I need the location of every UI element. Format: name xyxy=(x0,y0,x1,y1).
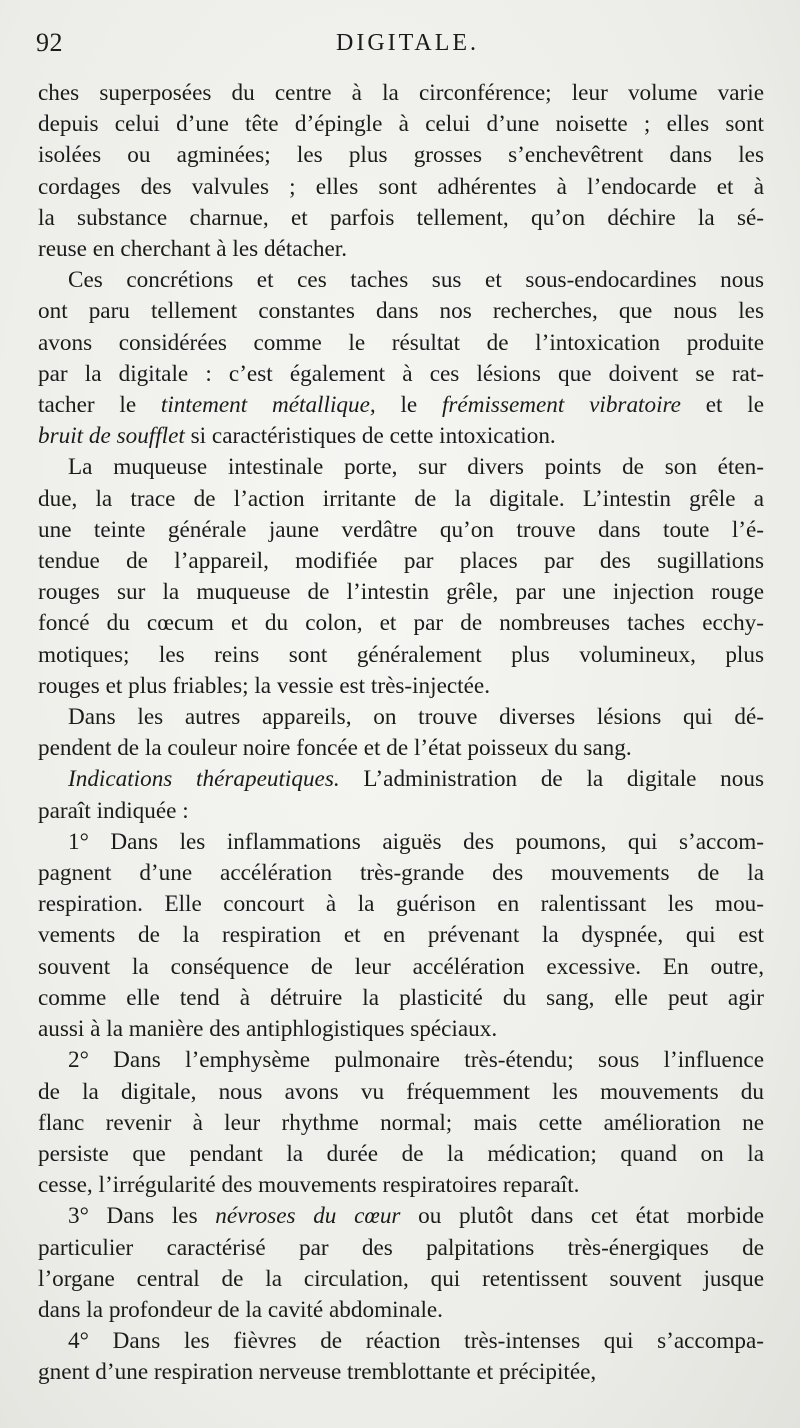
italic-text: frémissement vibratoire xyxy=(441,392,681,419)
text-run: flanc revenir à leur rhythme normal; mais cette amélioration ne xyxy=(38,1109,764,1136)
text-run: le xyxy=(375,392,442,419)
text-run: la substance charnue, et parfois tellement, qu’on déchire la sé- xyxy=(38,204,764,231)
text-line xyxy=(38,546,764,577)
paragraph xyxy=(38,1326,764,1388)
text-run: paraît indiquée : xyxy=(38,797,189,824)
paragraph xyxy=(38,764,764,826)
text-line xyxy=(38,1357,764,1388)
text-line xyxy=(38,796,764,827)
text-run: due, la trace de l’action irritante de la digitale. L’intestin grêle a xyxy=(38,485,764,512)
text-run: gnent d’une respiration nerveuse tremblottante et précipitée, xyxy=(38,1359,597,1386)
paragraph xyxy=(38,1201,764,1326)
text-line xyxy=(38,1264,764,1295)
italic-text: Indications thérapeutiques. xyxy=(68,766,340,793)
text-run: 1° Dans les inflammations aiguës des poumons, qui s’accom- xyxy=(68,828,764,855)
running-head: DIGITALE. xyxy=(336,30,480,56)
text-line xyxy=(38,265,764,296)
text-line xyxy=(38,1170,764,1201)
text-run: isolées ou agminées; les plus grosses s’enchevêtrent dans les xyxy=(38,142,764,169)
text-run: particulier caractérisé par des palpitations très-énergiques de xyxy=(38,1234,764,1261)
paragraph xyxy=(38,1045,764,1201)
text-run: foncé du cœcum et du colon, et par de nombreuses taches ecchy- xyxy=(38,610,764,637)
italic-text: tintement métallique, xyxy=(160,392,376,419)
page-header xyxy=(36,28,766,64)
text-run: avons considérées comme le résultat de l’intoxication produite xyxy=(38,329,764,356)
text-line xyxy=(38,577,764,608)
text-run: ou plutôt dans cet état morbide xyxy=(400,1203,764,1230)
text-line xyxy=(38,515,764,546)
paragraph xyxy=(38,265,764,452)
text-line xyxy=(38,390,764,421)
text-line xyxy=(38,1014,764,1045)
text-line xyxy=(38,764,764,795)
text-line xyxy=(38,702,764,733)
text-line xyxy=(38,1326,764,1357)
text-line xyxy=(38,328,764,359)
text-line xyxy=(38,109,764,140)
text-run: reuse en cherchant à les détacher. xyxy=(38,236,347,263)
text-line xyxy=(38,1108,764,1139)
text-run: Dans les autres appareils, on trouve diverses lésions qui dé- xyxy=(68,704,764,731)
text-run: ches superposées du centre à la circonférence; leur volume varie xyxy=(38,80,764,106)
text-line xyxy=(38,827,764,858)
text-run: pagnent d’une accélération très-grande des mouvements de la xyxy=(38,860,764,887)
text-run: depuis celui d’une tête d’épingle à celui d’une noisette ; elles sont xyxy=(38,111,764,138)
text-run: tendue de l’appareil, modifiée par places par des sugillations xyxy=(38,548,764,575)
page-number: 92 xyxy=(36,28,63,57)
text-line xyxy=(38,421,764,452)
text-run: une teinte générale jaune verdâtre qu’on trouve dans toute l’é- xyxy=(38,516,764,543)
text-run: l’organe central de la circulation, qui retentissent souvent jusque xyxy=(38,1265,764,1292)
text-line xyxy=(38,983,764,1014)
text-line xyxy=(38,858,764,889)
text-line xyxy=(38,140,764,171)
text-run: comme elle tend à détruire la plasticité du sang, elle peut agir xyxy=(38,984,764,1011)
text-run: tacher le xyxy=(38,392,161,419)
text-run: rouges et plus friables; la vessie est très-injectée. xyxy=(38,672,490,699)
text-line xyxy=(38,1233,764,1264)
paragraph xyxy=(38,78,764,265)
text-run: rouges sur la muqueuse de l’intestin grêle, par une injection rouge xyxy=(38,579,764,606)
text-run: 4° Dans les fièvres de réaction très-intenses qui s’accompa- xyxy=(68,1328,764,1355)
text-run: persiste que pendant la durée de la médication; quand on la xyxy=(38,1140,764,1167)
text-run: dans la profondeur de la cavité abdominale. xyxy=(38,1296,443,1323)
text-run: cordages des valvules ; elles sont adhérentes à l’endocarde et à xyxy=(38,173,764,200)
text-run: Ces concrétions et ces taches sus et sous-endocardines nous xyxy=(68,267,764,294)
text-run: aussi à la manière des antiphlogistiques spéciaux. xyxy=(38,1016,498,1043)
text-line xyxy=(38,234,764,265)
text-run: cesse, l’irrégularité des mouvements respiratoires reparaît. xyxy=(38,1172,580,1199)
paragraph xyxy=(38,452,764,702)
body-text xyxy=(38,78,764,1389)
text-run: et le xyxy=(680,392,765,419)
text-line xyxy=(38,920,764,951)
text-line xyxy=(38,640,764,671)
text-run: 2° Dans l’emphysème pulmonaire très-étendu; sous l’influence xyxy=(68,1047,764,1074)
text-run: vements de la respiration et en prévenant la dyspnée, qui est xyxy=(38,922,764,949)
text-run: ont paru tellement constantes dans nos recherches, que nous les xyxy=(38,298,764,325)
text-line xyxy=(38,1077,764,1108)
text-line xyxy=(38,78,764,109)
text-run: La muqueuse intestinale porte, sur divers points de son éten- xyxy=(68,454,764,481)
paragraph xyxy=(38,827,764,1045)
text-line xyxy=(38,203,764,234)
text-run: pendent de la couleur noire foncée et de l’état poisseux du sang. xyxy=(38,735,632,762)
text-line xyxy=(38,172,764,203)
paragraph xyxy=(38,702,764,764)
text-line xyxy=(38,484,764,515)
text-line xyxy=(38,952,764,983)
text-run: si caractéristiques de cette intoxication. xyxy=(184,423,556,450)
text-run: 3° Dans les xyxy=(68,1203,216,1230)
text-line xyxy=(38,733,764,764)
italic-text: bruit de soufflet xyxy=(38,423,185,450)
text-run: souvent la conséquence de leur accélération excessive. En outre, xyxy=(38,953,764,980)
text-line xyxy=(38,1295,764,1326)
text-line xyxy=(38,359,764,390)
text-line xyxy=(38,1139,764,1170)
text-run: de la digitale, nous avons vu fréquemment les mouvements du xyxy=(38,1078,764,1105)
text-line xyxy=(38,671,764,702)
text-line xyxy=(38,452,764,483)
text-run: respiration. Elle concourt à la guérison en ralentissant les mou- xyxy=(38,891,764,918)
text-line xyxy=(38,608,764,639)
text-line xyxy=(38,296,764,327)
text-run: L’administration de la digitale nous xyxy=(339,766,764,793)
italic-text: névroses du cœur xyxy=(215,1203,401,1230)
text-line xyxy=(38,1201,764,1232)
text-line xyxy=(38,889,764,920)
text-run: motiques; les reins sont généralement plus volumineux, plus xyxy=(38,641,764,668)
text-line xyxy=(38,1045,764,1076)
text-run: par la digitale : c’est également à ces lésions que doivent se rat- xyxy=(38,360,764,387)
